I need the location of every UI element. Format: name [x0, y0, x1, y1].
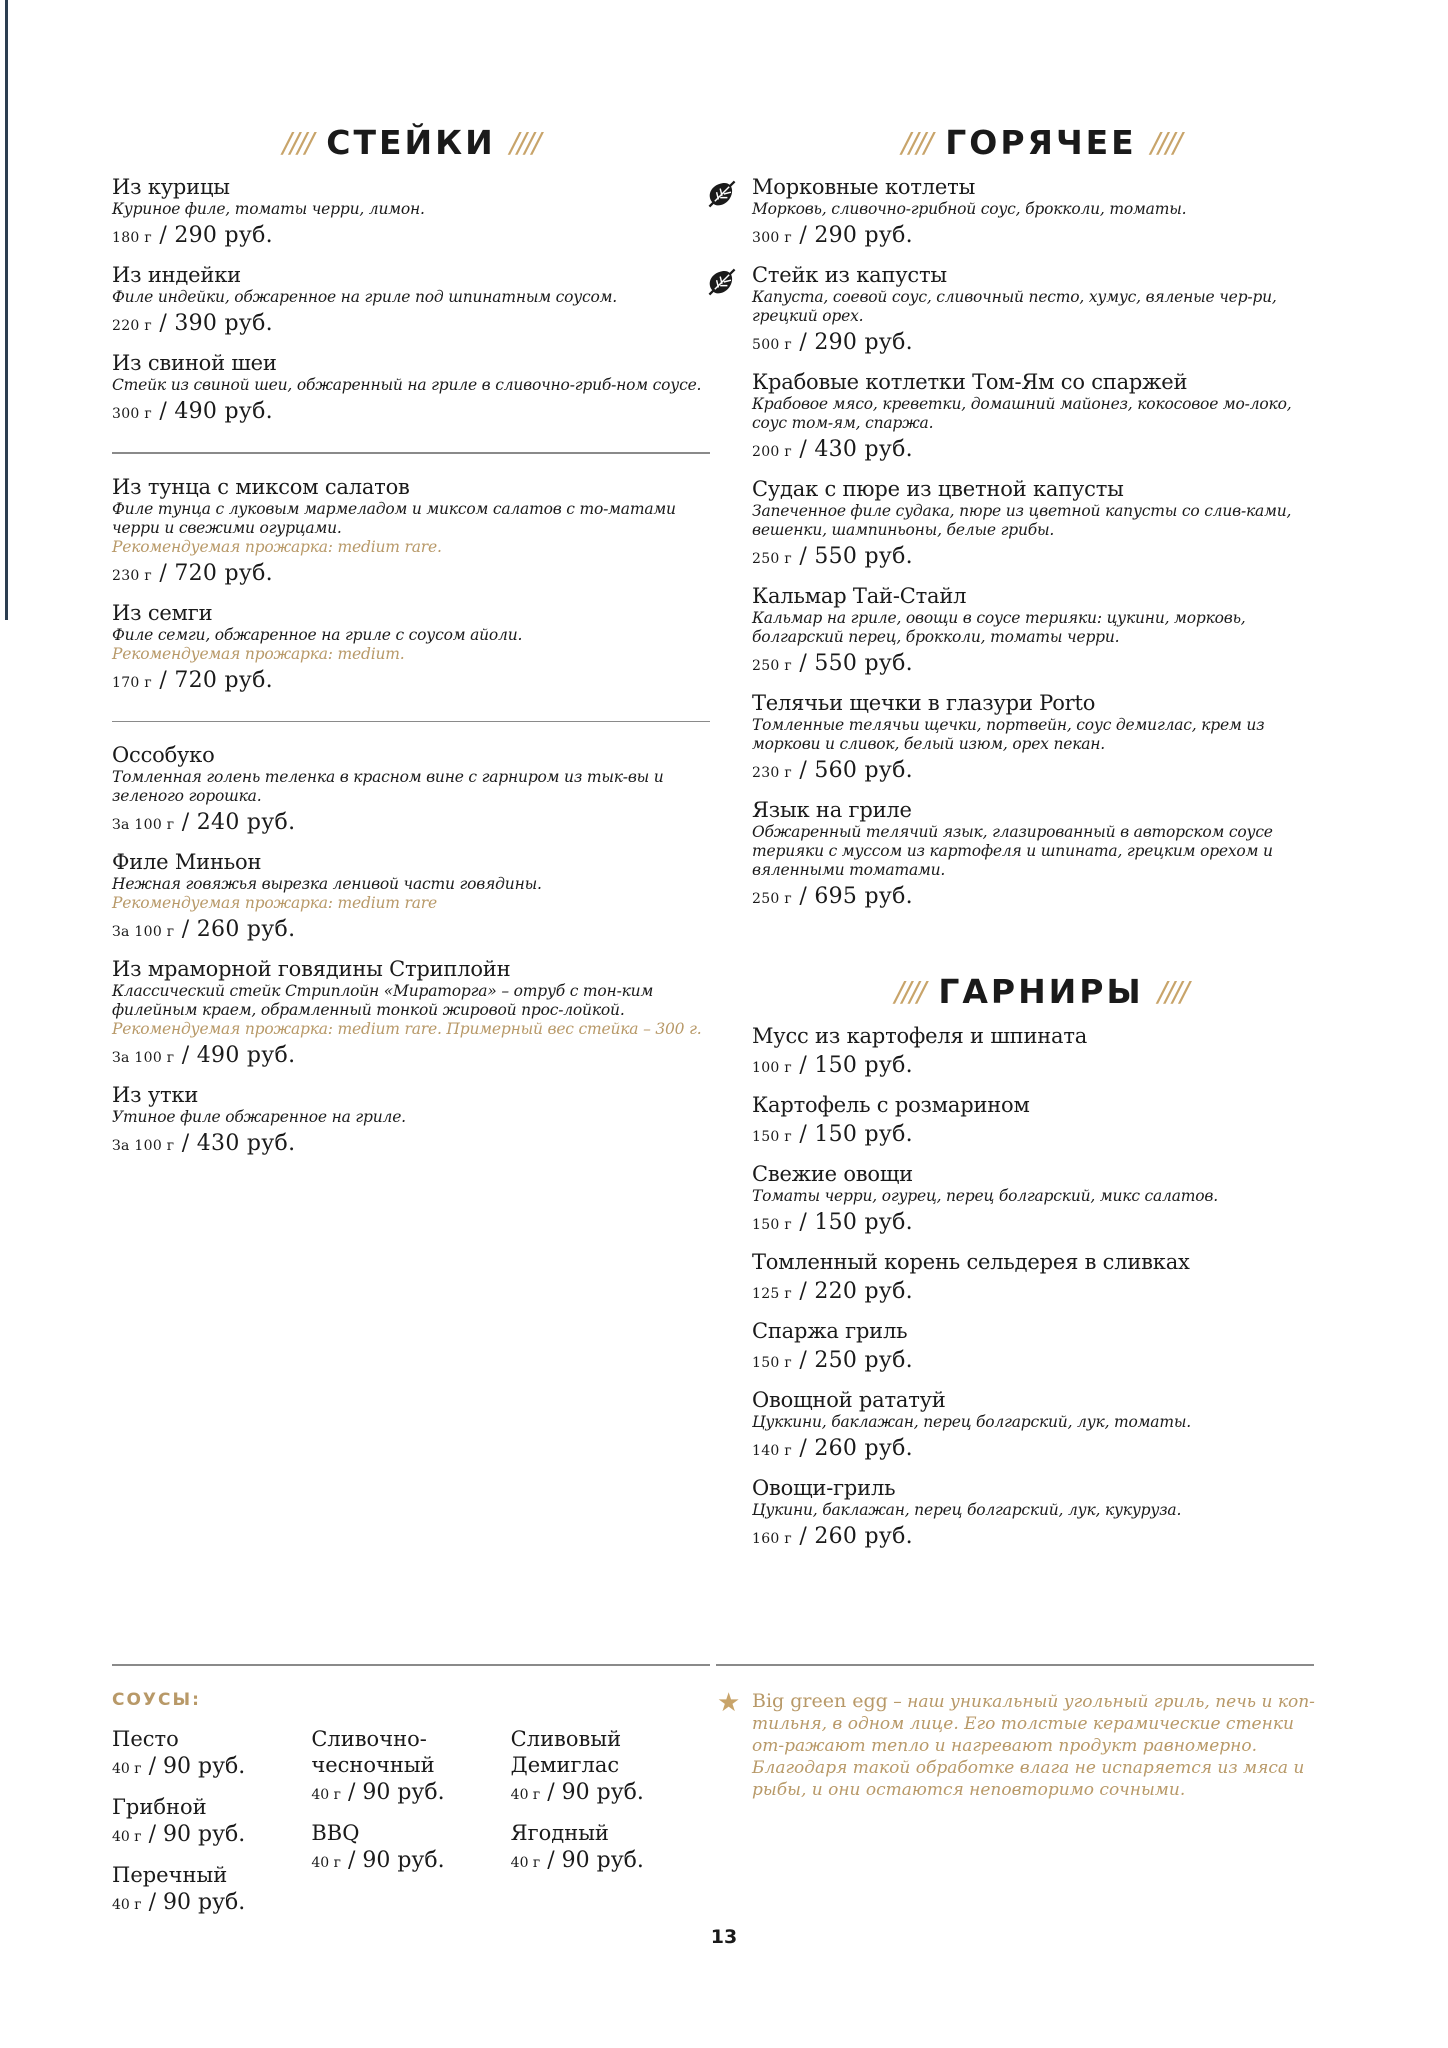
item-name: Филе Миньон	[112, 850, 262, 874]
item-description: Куриное филе, томаты черри, лимон.	[112, 200, 425, 218]
item-price	[752, 1050, 1330, 1084]
item-price	[752, 220, 1330, 254]
page-edge-line	[5, 0, 8, 620]
title-slashes-right: ////	[509, 125, 540, 159]
sauce-column	[311, 1726, 510, 1930]
menu-item	[752, 1249, 1330, 1310]
item-name: Кальмар Тай-Стайл	[752, 584, 967, 608]
sauce-price	[112, 1752, 311, 1784]
item-name: Крабовые котлетки Том-Ям со спаржей	[752, 370, 1188, 394]
item-name: Из мраморной говядины Стриплойн	[112, 957, 511, 981]
item-weight: 180 г	[112, 230, 153, 246]
item-note: Рекомендуемая прожарка: medium rare.	[112, 537, 442, 556]
menu-item	[752, 1092, 1330, 1153]
menu-item	[112, 742, 710, 841]
item-price	[112, 665, 710, 699]
item-name: Язык на гриле	[752, 798, 912, 822]
title-slashes-right: ////	[1157, 974, 1188, 1008]
item-weight: 250 г	[752, 891, 793, 907]
sauce-price	[511, 1778, 710, 1810]
item-price	[752, 1433, 1330, 1467]
item-name: Томленный корень сельдерея в сливках	[752, 1250, 1190, 1274]
garnish-list	[752, 1023, 1330, 1555]
item-price	[752, 327, 1330, 361]
item-description: Кальмар на гриле, овощи в соусе терияки: цукини, морковь, болгарский перец, брокколи, томаты черри.	[752, 609, 1246, 646]
menu-item	[752, 583, 1330, 682]
item-weight: За 100 г	[112, 924, 175, 940]
item-name: Овощной рататуй	[752, 1388, 946, 1412]
sauce-weight: 40 г	[112, 1897, 142, 1913]
item-description: Филе тунца с луковым мармеладом и миксом салатов с то-матами черри и свежими огурцами.	[112, 499, 676, 537]
menu-item	[752, 1023, 1330, 1084]
menu-item	[752, 690, 1330, 789]
bge-text	[752, 1690, 1330, 1801]
item-cost: / 430 руб.	[181, 1131, 296, 1156]
item-weight: 500 г	[752, 337, 793, 353]
item-name: Из курицы	[112, 175, 230, 199]
sauce-price	[511, 1846, 710, 1878]
item-cost: / 550 руб.	[799, 544, 913, 569]
bge-brand: Big green egg	[752, 1690, 888, 1712]
item-cost: / 150 руб.	[799, 1210, 913, 1235]
item-price	[752, 434, 1330, 468]
item-weight: За 100 г	[112, 1050, 175, 1066]
steaks-column	[112, 118, 710, 1162]
item-name: Свежие овощи	[752, 1162, 913, 1186]
sauce-item	[511, 1726, 710, 1810]
menu-item	[112, 956, 710, 1074]
item-cost: / 290 руб.	[159, 223, 273, 248]
item-price	[112, 807, 710, 841]
item-name: Картофель с розмарином	[752, 1093, 1030, 1117]
sauce-cost: / 90 руб.	[347, 1848, 445, 1873]
sauces-block	[112, 1690, 710, 1930]
hot-title: ГОРЯЧЕЕ	[945, 122, 1137, 162]
sauce-name: Сливовый Демиглас	[510, 1727, 622, 1777]
sauce-name: Ягодный	[510, 1821, 609, 1845]
item-cost: / 695 руб.	[799, 884, 913, 909]
item-weight: 125 г	[752, 1286, 793, 1302]
item-name: Овощи-гриль	[752, 1476, 896, 1500]
item-weight: За 100 г	[112, 817, 175, 833]
sauce-item	[311, 1726, 510, 1810]
menu-item	[112, 1082, 710, 1162]
item-price	[752, 881, 1330, 915]
item-cost: / 220 руб.	[799, 1279, 913, 1304]
item-price	[752, 648, 1330, 682]
item-description: Цукини, баклажан, перец болгарский, лук, кукуруза.	[752, 1501, 1182, 1519]
item-weight: 250 г	[752, 658, 793, 674]
star-icon: ★	[717, 1688, 741, 1718]
item-description: Утиное филе обжаренное на гриле.	[112, 1108, 406, 1126]
menu-item	[112, 849, 710, 948]
leaf-icon	[704, 264, 740, 300]
item-weight: 150 г	[752, 1129, 793, 1145]
item-cost: / 490 руб.	[159, 399, 273, 424]
item-description: Филе индейки, обжаренное на гриле под шпинатным соусом.	[112, 288, 618, 306]
bge-divider	[716, 1664, 1314, 1666]
item-description: Цуккини, баклажан, перец болгарский, лук, томаты.	[752, 1413, 1191, 1431]
item-name: Стейк из капусты	[752, 263, 947, 287]
menu-item	[752, 262, 1330, 361]
sauce-weight: 40 г	[510, 1855, 541, 1871]
item-price	[112, 914, 710, 948]
item-price	[112, 220, 710, 254]
item-cost: / 150 руб.	[799, 1122, 913, 1147]
item-cost: / 290 руб.	[799, 223, 913, 248]
item-price	[112, 308, 710, 342]
sauce-item	[511, 1820, 710, 1878]
item-name: Телячьи щечки в глазури Porto	[752, 691, 1096, 715]
item-price	[752, 1521, 1330, 1555]
menu-item	[112, 600, 710, 699]
big-green-egg-note	[717, 1688, 1330, 1801]
sauce-name: BBQ	[311, 1821, 360, 1845]
item-weight: 220 г	[112, 318, 153, 334]
item-cost: / 560 руб.	[799, 758, 913, 783]
section-divider	[112, 452, 710, 454]
item-cost: / 150 руб.	[799, 1053, 913, 1078]
item-cost: / 290 руб.	[799, 330, 913, 355]
sauce-name: Сливочно- чесночный	[311, 1727, 435, 1777]
sauce-column	[511, 1726, 710, 1930]
item-price	[752, 1119, 1330, 1153]
garnish-title: ГАРНИРЫ	[938, 971, 1144, 1011]
item-name: Из свиной шеи	[112, 351, 277, 375]
item-price	[752, 1207, 1330, 1241]
item-price	[752, 1276, 1330, 1310]
menu-item	[112, 262, 710, 342]
item-weight: 100 г	[752, 1060, 793, 1076]
item-weight: 230 г	[112, 567, 153, 584]
item-cost: / 430 руб.	[799, 437, 913, 462]
item-name: Оссобуко	[112, 743, 215, 767]
sauce-item	[112, 1862, 311, 1920]
sauce-weight: 40 г	[311, 1787, 341, 1803]
page-number: 13	[710, 1926, 738, 1948]
sauce-cost: / 90 руб.	[347, 1780, 445, 1805]
item-price	[752, 755, 1330, 789]
title-slashes-left: ////	[901, 125, 932, 159]
sauce-weight: 40 г	[112, 1761, 142, 1777]
sauces-grid	[112, 1726, 710, 1930]
item-cost: / 720 руб.	[159, 667, 273, 693]
sauce-weight: 40 г	[510, 1787, 541, 1803]
item-weight: 170 г	[112, 674, 153, 691]
sauces-title: СОУСЫ:	[112, 1690, 201, 1710]
item-description: Томленная голень теленка в красном вине с гарниром из тык-вы и зеленого горошка.	[112, 768, 664, 805]
sauce-cost: / 90 руб.	[148, 1754, 246, 1779]
item-weight: 140 г	[752, 1443, 793, 1459]
item-name: Из индейки	[112, 263, 241, 287]
item-weight: 300 г	[752, 230, 793, 246]
steaks-title: СТЕЙКИ	[326, 122, 496, 162]
item-cost: / 240 руб.	[181, 810, 296, 835]
item-description: Нежная говяжья вырезка ленивой части говядины.	[112, 875, 542, 893]
item-cost: / 260 руб.	[799, 1436, 913, 1461]
sauce-price	[112, 1888, 311, 1920]
menu-item	[112, 474, 710, 592]
item-description: Томленные телячьи щечки, портвейн, соус демиглас, крем из моркови и сливок, белый изюм, орех пекан.	[752, 716, 1265, 753]
item-name: Из тунца с миксом салатов	[112, 474, 410, 499]
item-description: Стейк из свиной шеи, обжаренный на гриле в сливочно-гриб-ном соусе.	[112, 376, 702, 394]
item-name: Из утки	[112, 1083, 199, 1107]
item-price	[752, 541, 1330, 575]
menu-item	[752, 1475, 1330, 1555]
sauce-weight: 40 г	[112, 1829, 142, 1845]
sauce-name: Песто	[112, 1727, 179, 1751]
menu-item	[752, 797, 1330, 915]
item-description: Капуста, соевой соус, сливочный песто, хумус, вяленые чер-ри, грецкий орех.	[752, 288, 1277, 325]
item-description: Классический стейк Стриплойн «Мираторга» – отруб с тон-ким филейным краем, обрамленный тонкой жировой прос-лойкой.	[112, 982, 654, 1019]
item-price	[112, 1128, 710, 1162]
item-weight: 150 г	[752, 1355, 793, 1371]
menu-item	[752, 1387, 1330, 1467]
item-weight: 250 г	[752, 551, 793, 567]
garnish-section-title	[752, 967, 1330, 1015]
item-weight: 160 г	[752, 1531, 793, 1547]
item-description: Томаты черри, огурец, перец болгарский, микс салатов.	[752, 1187, 1218, 1205]
item-name: Морковные котлеты	[752, 175, 976, 199]
sauce-weight: 40 г	[311, 1855, 341, 1871]
menu-item	[752, 174, 1330, 254]
sauce-price	[311, 1778, 510, 1810]
hot-section-title	[752, 118, 1330, 166]
item-weight: 230 г	[752, 765, 793, 781]
sauce-item	[311, 1820, 510, 1878]
item-price	[112, 1040, 710, 1074]
bge-description: – наш уникальный угольный гриль, печь и коп-тильня, в одном лице. Его толстые керамические стенки от-ражают тепло и нагревают продукт равномерно. Благодаря такой обработке влага не испаряется из мяса и рыбы, и они остаются неповторимо сочными.	[752, 1692, 1315, 1800]
sauce-price	[112, 1820, 311, 1852]
item-weight: 200 г	[752, 444, 793, 460]
item-cost: / 260 руб.	[799, 1524, 913, 1549]
item-cost: / 490 руб.	[181, 1043, 296, 1068]
hot-column	[752, 118, 1330, 1555]
item-weight: 150 г	[752, 1217, 793, 1233]
sauce-name: Перечный	[112, 1863, 228, 1887]
sauce-cost: / 90 руб.	[547, 1848, 644, 1873]
section-divider	[112, 721, 710, 723]
sauce-column	[112, 1726, 311, 1930]
menu-item	[752, 476, 1330, 575]
sauce-name: Грибной	[112, 1795, 207, 1819]
item-price	[112, 558, 710, 592]
item-cost: / 720 руб.	[159, 560, 273, 586]
item-description: Запеченное филе судака, пюре из цветной капусты со слив-ками, вешенки, шампиньоны, белые грибы.	[752, 502, 1292, 539]
title-slashes-right: ////	[1150, 125, 1181, 159]
item-cost: / 250 руб.	[799, 1348, 913, 1373]
item-note: Рекомендуемая прожарка: medium rare. Примерный вес стейка – 300 г.	[112, 1020, 702, 1038]
item-cost: / 550 руб.	[799, 651, 913, 676]
item-name: Из семги	[112, 600, 213, 625]
item-description: Обжаренный телячий язык, глазированный в авторском соусе терияки с муссом из картофеля и шпината, грецким орехом и вяленными томатами.	[752, 823, 1273, 879]
sauces-divider	[112, 1664, 710, 1666]
item-description: Морковь, сливочно-грибной соус, брокколи, томаты.	[752, 200, 1187, 218]
title-slashes-left: ////	[894, 974, 925, 1008]
menu-item	[112, 174, 710, 254]
sauce-cost: / 90 руб.	[148, 1822, 246, 1847]
item-name: Спаржа гриль	[752, 1319, 908, 1343]
item-cost: / 390 руб.	[159, 311, 273, 336]
item-price	[112, 396, 710, 430]
sauce-cost: / 90 руб.	[148, 1890, 246, 1915]
item-name: Мусс из картофеля и шпината	[752, 1024, 1088, 1048]
sauce-item	[112, 1794, 311, 1852]
menu-item	[752, 369, 1330, 468]
hot-list	[752, 174, 1330, 915]
item-weight: За 100 г	[112, 1138, 175, 1154]
title-slashes-left: ////	[282, 125, 313, 159]
menu-item	[112, 350, 710, 430]
steaks-section-title	[112, 118, 710, 166]
menu-item	[752, 1161, 1330, 1241]
leaf-icon	[704, 176, 740, 212]
item-weight: 300 г	[112, 406, 153, 422]
sauce-cost: / 90 руб.	[547, 1780, 644, 1805]
steaks-list	[112, 174, 710, 1162]
item-note: Рекомендуемая прожарка: medium.	[112, 644, 405, 663]
sauce-price	[311, 1846, 510, 1878]
item-description: Крабовое мясо, креветки, домашний майонез, кокосовое мо-локо, соус том-ям, спаржа.	[752, 395, 1292, 432]
item-name: Судак с пюре из цветной капусты	[752, 477, 1124, 501]
menu-item	[752, 1318, 1330, 1379]
item-description: Филе семги, обжаренное на гриле с соусом айоли.	[112, 625, 523, 644]
item-price	[752, 1345, 1330, 1379]
item-note: Рекомендуемая прожарка: medium rare	[112, 894, 437, 912]
sauce-item	[112, 1726, 311, 1784]
item-cost: / 260 руб.	[181, 917, 296, 942]
